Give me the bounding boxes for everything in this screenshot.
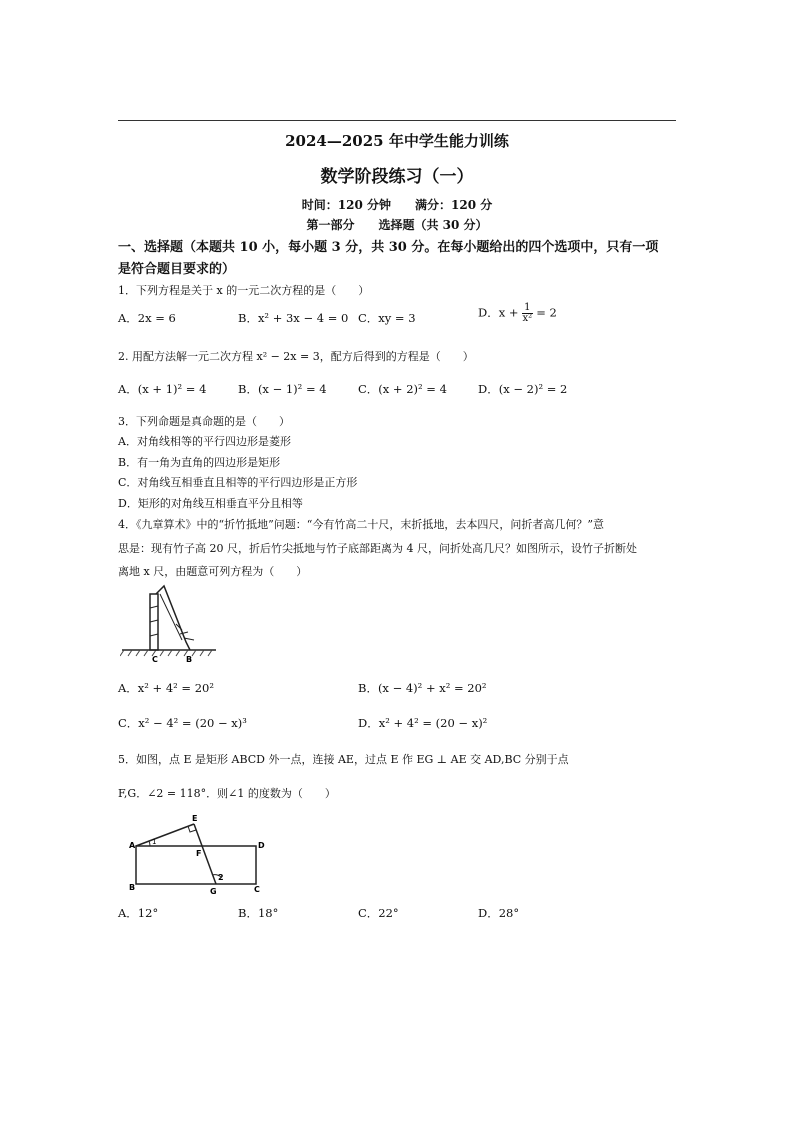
q4-line3: 离地 x 尺，由题意可列方程为（ ） (118, 565, 308, 578)
fig5-label-f: F (196, 849, 202, 858)
q1-option-d[interactable] (478, 303, 557, 324)
q1-option-b[interactable]: B．x² + 3x − 4 = 0 (238, 311, 349, 325)
q1-option-a[interactable]: A．2x = 6 (118, 311, 176, 325)
q5-option-a[interactable]: A．12° (118, 906, 159, 920)
fig5-label-angle2: 2 (218, 873, 224, 882)
q2-option-d[interactable]: D．(x − 2)² = 2 (478, 382, 568, 396)
fig5-label-b: B (129, 883, 136, 892)
q5-option-b[interactable]: B．18° (238, 906, 279, 920)
q1-option-d-fraction (522, 303, 532, 324)
q1-stem: 1．下列方程是关于 x 的一元二次方程的是（ ） (118, 284, 370, 297)
bamboo-figure (120, 582, 220, 666)
section-heading-line1: 一、选择题（本题共 10 小，每小题 3 分，共 30 分。在每小题给出的四个选项中，只有一项 (118, 240, 659, 255)
q1-option-d-suffix: = 2 (536, 305, 557, 320)
page-title: 2024—2025 年中学生能力训练 (285, 132, 509, 150)
q4-option-a[interactable]: A．x² + 4² = 20² (118, 681, 214, 695)
q4-line1: 4．《九章算术》中的“折竹抵地”问题：“今有竹高二十尺，末折抵地，去本四尺，问折者高几何？”意 (118, 518, 604, 531)
fig4-label-c: C (152, 655, 158, 664)
q1-option-c[interactable]: C．xy = 3 (358, 311, 416, 325)
top-rule (118, 120, 676, 121)
q1-option-d-numerator: 1 (524, 302, 531, 313)
q4-option-d[interactable]: D．x² + 4² = (20 − x)² (358, 716, 488, 730)
q3-option-b[interactable]: B．有一角为直角的四边形是矩形 (118, 456, 281, 469)
part-heading: 第一部分 选择题（共 30 分） (306, 218, 488, 232)
q5-line1: 5．如图，点 E 是矩形 ABCD 外一点，连接 AE，过点 E 作 EG ⊥ AE 交 AD,BC 分别于点 (118, 753, 569, 766)
q4-line2: 思是：现有竹子高 20 尺，折后竹尖抵地与竹子底部距离为 4 尺，问折处高几尺？如图所示，设竹子折断处 (118, 542, 637, 555)
q2-option-b[interactable]: B．(x − 1)² = 4 (238, 382, 327, 396)
q5-line2: F,G．∠2 = 118°．则∠1 的度数为（ ） (118, 787, 336, 800)
q2-option-c[interactable]: C．(x + 2)² = 4 (358, 382, 447, 396)
q3-option-c[interactable]: C．对角线互相垂直且相等的平行四边形是正方形 (118, 476, 358, 489)
fig5-label-g: G (210, 887, 217, 896)
q5-option-c[interactable]: C．22° (358, 906, 399, 920)
q3-stem: 3．下列命题是真命题的是（ ） (118, 415, 290, 428)
fig5-label-angle1: 1 (152, 838, 157, 846)
q3-option-d[interactable]: D．矩形的对角线互相垂直平分且相等 (118, 497, 303, 510)
rectangle-figure (120, 812, 280, 896)
q1-option-d-prefix: D．x + (478, 305, 519, 320)
q4-option-b[interactable]: B．(x − 4)² + x² = 20² (358, 681, 487, 695)
fig5-label-a: A (129, 841, 136, 850)
section-heading-line2: 是符合题目要求的） (118, 262, 236, 277)
fig5-label-c: C (254, 885, 260, 894)
q3-option-a[interactable]: A．对角线相等的平行四边形是菱形 (118, 435, 291, 448)
q4-option-c[interactable]: C．x² − 4² = (20 − x)³ (118, 716, 247, 730)
q1-option-d-denominator: x² (522, 313, 533, 324)
page-subtitle: 数学阶段练习（一） (320, 167, 474, 187)
q5-option-d[interactable]: D．28° (478, 906, 520, 920)
fig5-label-e: E (192, 814, 198, 823)
q2-stem: 2. 用配方法解一元二次方程 x² − 2x = 3，配方后得到的方程是（ ） (118, 350, 474, 363)
fig5-label-d: D (258, 841, 265, 850)
q2-option-a[interactable]: A．(x + 1)² = 4 (118, 382, 207, 396)
fig4-label-b: B (186, 655, 193, 664)
time-score: 时间：120 分钟 满分：120 分 (301, 198, 493, 212)
